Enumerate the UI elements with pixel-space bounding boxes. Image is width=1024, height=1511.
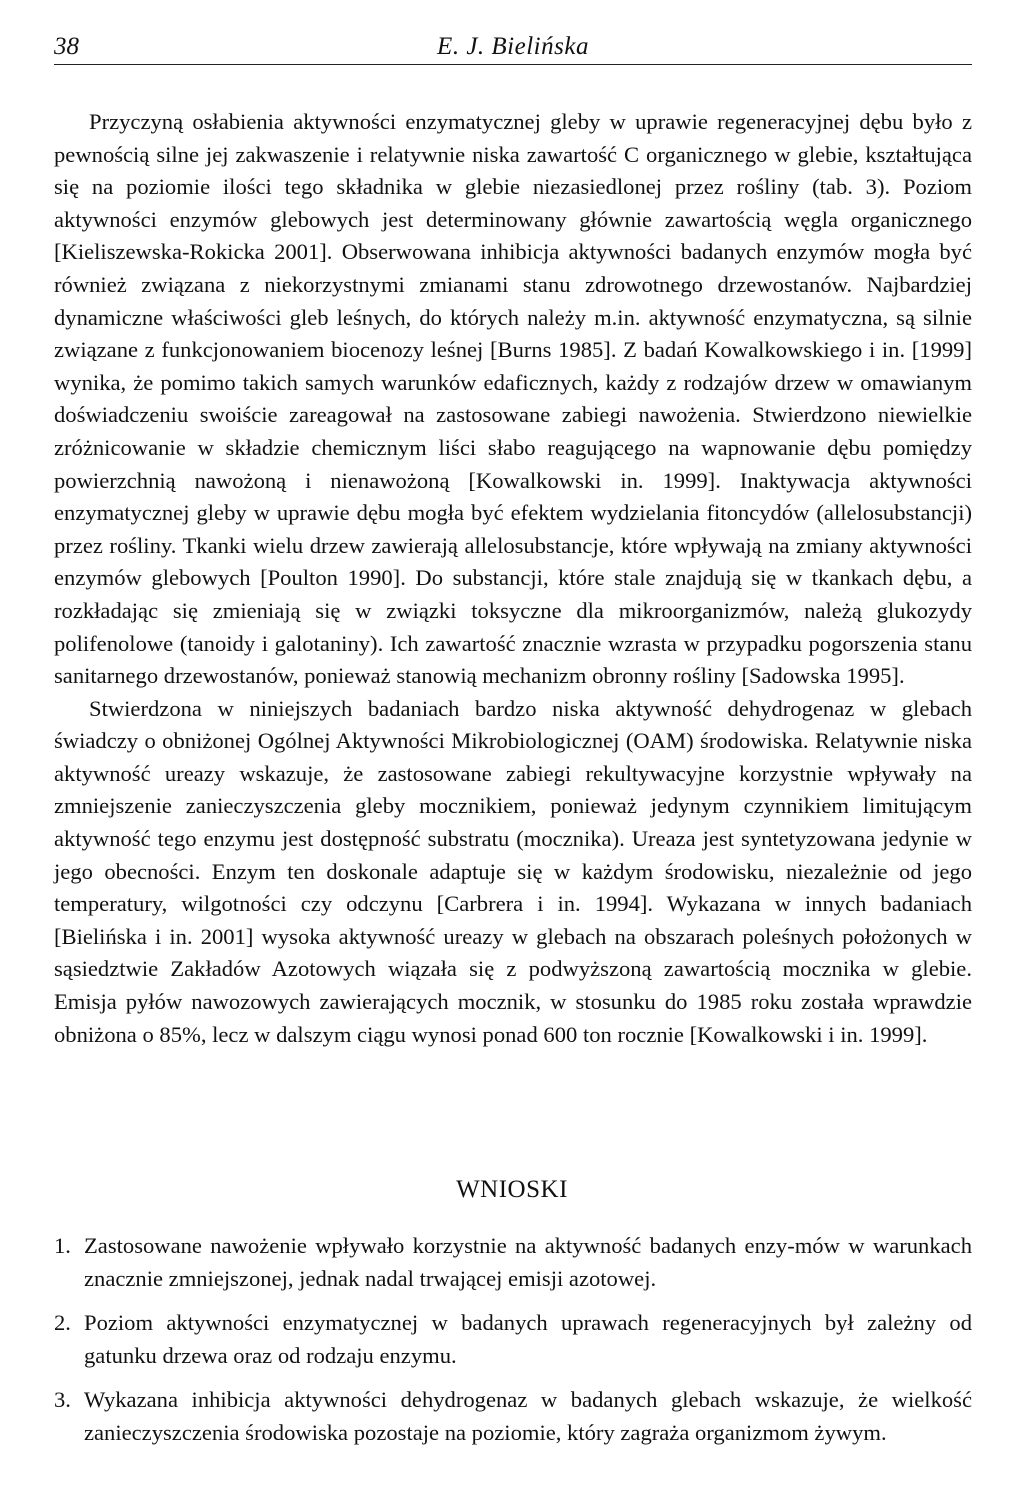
conclusions-list [54,1230,972,1462]
conclusion-item [54,1384,972,1449]
conclusion-text: Wykazana inhibicja aktywności dehydrogenaz w badanych glebach wskazuje, że wielkość zanieczyszczenia środowiska pozostaje na poziomie, który zagraża organizmom żywym. [84,1387,972,1445]
conclusion-text: Poziom aktywności enzymatycznej w badanych uprawach regeneracyjnych był zależny od gatunku drzewa oraz od rodzaju enzymu. [84,1310,972,1368]
paragraph: Przyczyną osłabienia aktywności enzymatycznej gleby w uprawie regeneracyjnej dębu było z pewnością silne jej zakwaszenie i relatywnie niska zawartość C organicznego w glebie, kształtująca się na poziomie ilości tego składnika w glebie niezasiedlonej przez rośliny (tab. 3). Poziom aktywności enzymów glebowych jest determinowany głównie zawartością węgla organicznego [Kieliszewska-Rokicka 2001]. Obserwowana inhibicja aktywności badanych enzymów mogła być również związana z niekorzystnymi zmianami stanu zdrowotnego drzewostanów. Najbardziej dynamiczne właściwości gleb leśnych, do których należy m.in. aktywność enzymatyczna, są silnie związane z funkcjonowaniem biocenozy leśnej [Burns 1985]. Z badań Kowalkowskiego i in. [1999] wynika, że pomimo takich samych warunków edaficznych, każdy z rodzajów drzew w omawianym doświadczeniu swoiście zareagował na zastosowane zabiegi nawożenia. Stwierdzono niewielkie zróżnicowanie w składzie chemicznym liści słabo reagującego na wapnowanie dębu pomiędzy powierzchnią nawożoną i nienawożoną [Kowalkowski in. 1999]. Inaktywacja aktywności enzymatycznej gleby w uprawie dębu mogła być efektem wydzielania fitoncydów (allelosubstancji) przez rośliny. Tkanki wielu drzew zawierają allelosubstancje, które wpływają na zmiany aktywności enzymów glebowych [Poulton 1990]. Do substancji, które stale znajdują się w tkankach dębu, a rozkładając się zmieniają się w związki toksyczne dla mikroorganizmów, należą glukozydy polifenolowe (tanoidy i galotaniny). Ich zawartość znacznie wzrasta w przypadku pogorszenia stanu sanitarnego drzewostanów, ponieważ stanowią mechanizm obronny rośliny [Sadowska 1995]. [54,109,972,689]
conclusion-text: Zastosowane nawożenie wpływało korzystnie na aktywność badanych enzy-mów w warunkach znacznie zmniejszonej, jednak nadal trwającej emisji azotowej. [84,1233,972,1291]
conclusion-number: 2. [54,1310,71,1336]
paragraph: Stwierdzona w niniejszych badaniach bardzo niska aktywność dehydrogenaz w glebach świadczy o obniżonej Ogólnej Aktywności Mikrobiologicznej (OAM) środowiska. Relatywnie niska aktywność ureazy wskazuje, że zastosowane zabiegi rekultywacyjne korzystnie wpływały na zmniejszenie zanieczyszczenia gleby mocznikiem, ponieważ jedynym czynnikiem limitującym aktywność tego enzymu jest dostępność substratu (mocznika). Ureaza jest syntetyzowana jedynie w jego obecności. Enzym ten doskonale adaptuje się w każdym środowisku, niezależnie od jego temperatury, wilgotności czy odczynu [Carbrera i in. 1994]. Wykazana w innych badaniach [Bielińska i in. 2001] wysoka aktywność ureazy w glebach na obszarach poleśnych położonych w sąsiedztwie Zakładów Azotowych wiązała się z podwyższoną zawartością mocznika w glebie. Emisja pyłów nawozowych zawierających mocznik, w stosunku do 1985 roku została wprawdzie obniżona o 85%, lecz w dalszym ciągu wynosi ponad 600 ton rocznie [Kowalkowski i in. 1999]. [54,695,972,1047]
running-author: E. J. Bielińska [437,33,589,60]
running-header [54,30,972,65]
conclusion-item [54,1230,972,1295]
conclusion-number: 3. [54,1387,71,1413]
body-text [54,106,972,1051]
page-number: 38 [54,33,79,60]
conclusion-item [54,1307,972,1372]
section-heading: WNIOSKI [456,1176,568,1203]
conclusion-number: 1. [54,1233,71,1258]
